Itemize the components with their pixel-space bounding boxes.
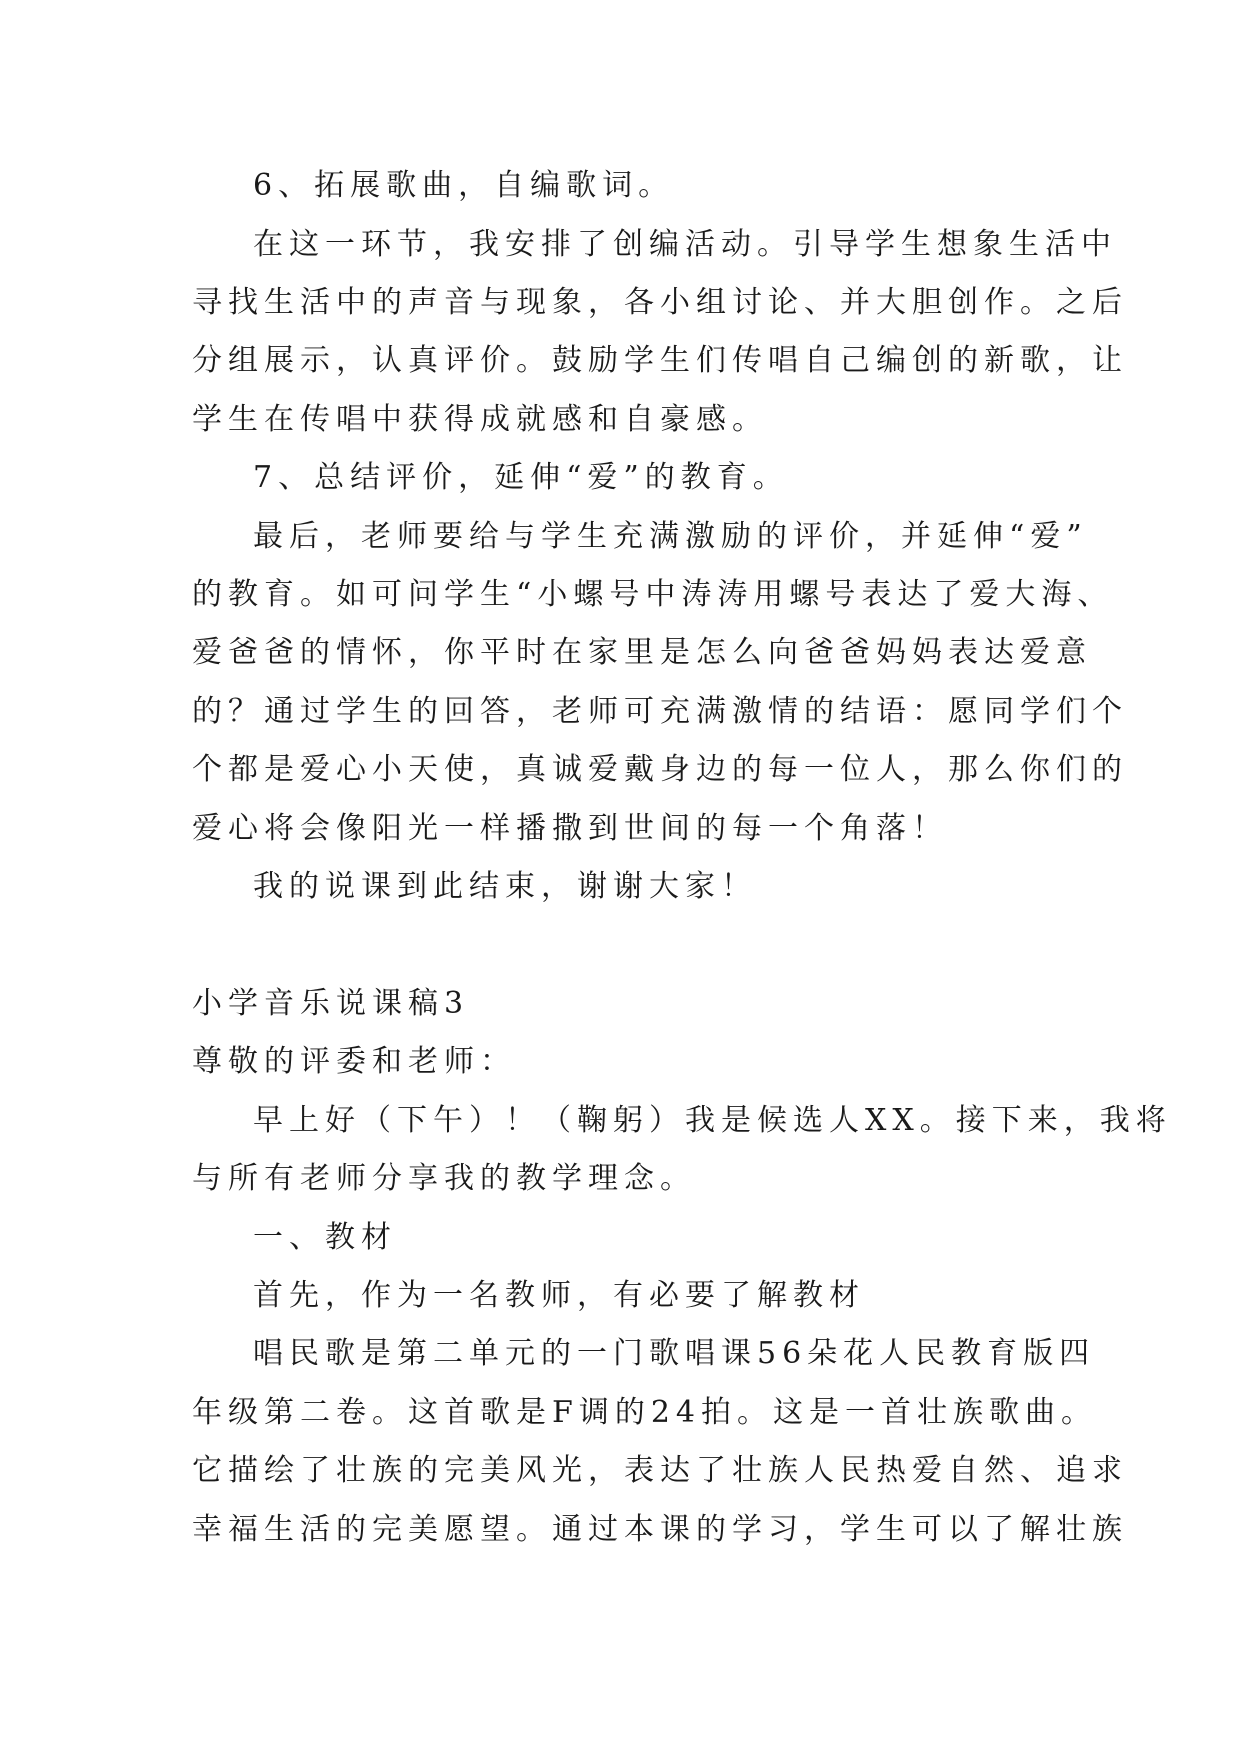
paragraph-line: 它描绘了壮族的完美风光，表达了壮族人民热爱自然、追求 bbox=[192, 1453, 1128, 1488]
section-heading-7: 7、总结评价，延伸“爱”的教育。 bbox=[253, 460, 789, 495]
paragraph-line: 幸福生活的完美愿望。通过本课的学习，学生可以了解壮族 bbox=[192, 1512, 1128, 1547]
paragraph-line: 寻找生活中的声音与现象，各小组讨论、并大胆创作。之后 bbox=[192, 285, 1128, 320]
paragraph-line: 爱爸爸的情怀，你平时在家里是怎么向爸爸妈妈表达爱意 bbox=[192, 635, 1092, 670]
paragraph-line: 的？通过学生的回答，老师可充满激情的结语：愿同学们个 bbox=[192, 694, 1128, 729]
section-heading-6: 6、拓展歌曲，自编歌词。 bbox=[253, 168, 675, 203]
document-title: 小学音乐说课稿3 bbox=[192, 986, 470, 1021]
paragraph-line: 唱民歌是第二单元的一门歌唱课56朵花人民教育版四 bbox=[253, 1336, 1096, 1371]
paragraph-line: 的教育。如可问学生“小螺号中涛涛用螺号表达了爱大海、 bbox=[192, 577, 1114, 612]
paragraph-line: 分组展示，认真评价。鼓励学生们传唱自己编创的新歌，让 bbox=[192, 343, 1128, 378]
paragraph-line: 最后，老师要给与学生充满激励的评价，并延伸“爱” bbox=[253, 519, 1088, 554]
section-heading-1: 一、教材 bbox=[253, 1220, 397, 1255]
paragraph-line: 学生在传唱中获得成就感和自豪感。 bbox=[192, 402, 768, 437]
paragraph-line: 年级第二卷。这首歌是F调的24拍。这是一首壮族歌曲。 bbox=[192, 1395, 1097, 1430]
salutation: 尊敬的评委和老师： bbox=[192, 1044, 516, 1079]
paragraph-line: 早上好（下午）！（鞠躬）我是候选人XX。接下来，我将 bbox=[253, 1103, 1172, 1138]
paragraph-line: 爱心将会像阳光一样播撒到世间的每一个角落！ bbox=[192, 811, 948, 846]
paragraph-line: 首先，作为一名教师，有必要了解教材 bbox=[253, 1278, 865, 1313]
paragraph-line: 在这一环节，我安排了创编活动。引导学生想象生活中 bbox=[253, 227, 1117, 262]
closing-line: 我的说课到此结束，谢谢大家！ bbox=[253, 869, 757, 904]
paragraph-line: 个都是爱心小天使，真诚爱戴身边的每一位人，那么你们的 bbox=[192, 752, 1128, 787]
paragraph-line: 与所有老师分享我的教学理念。 bbox=[192, 1161, 696, 1196]
